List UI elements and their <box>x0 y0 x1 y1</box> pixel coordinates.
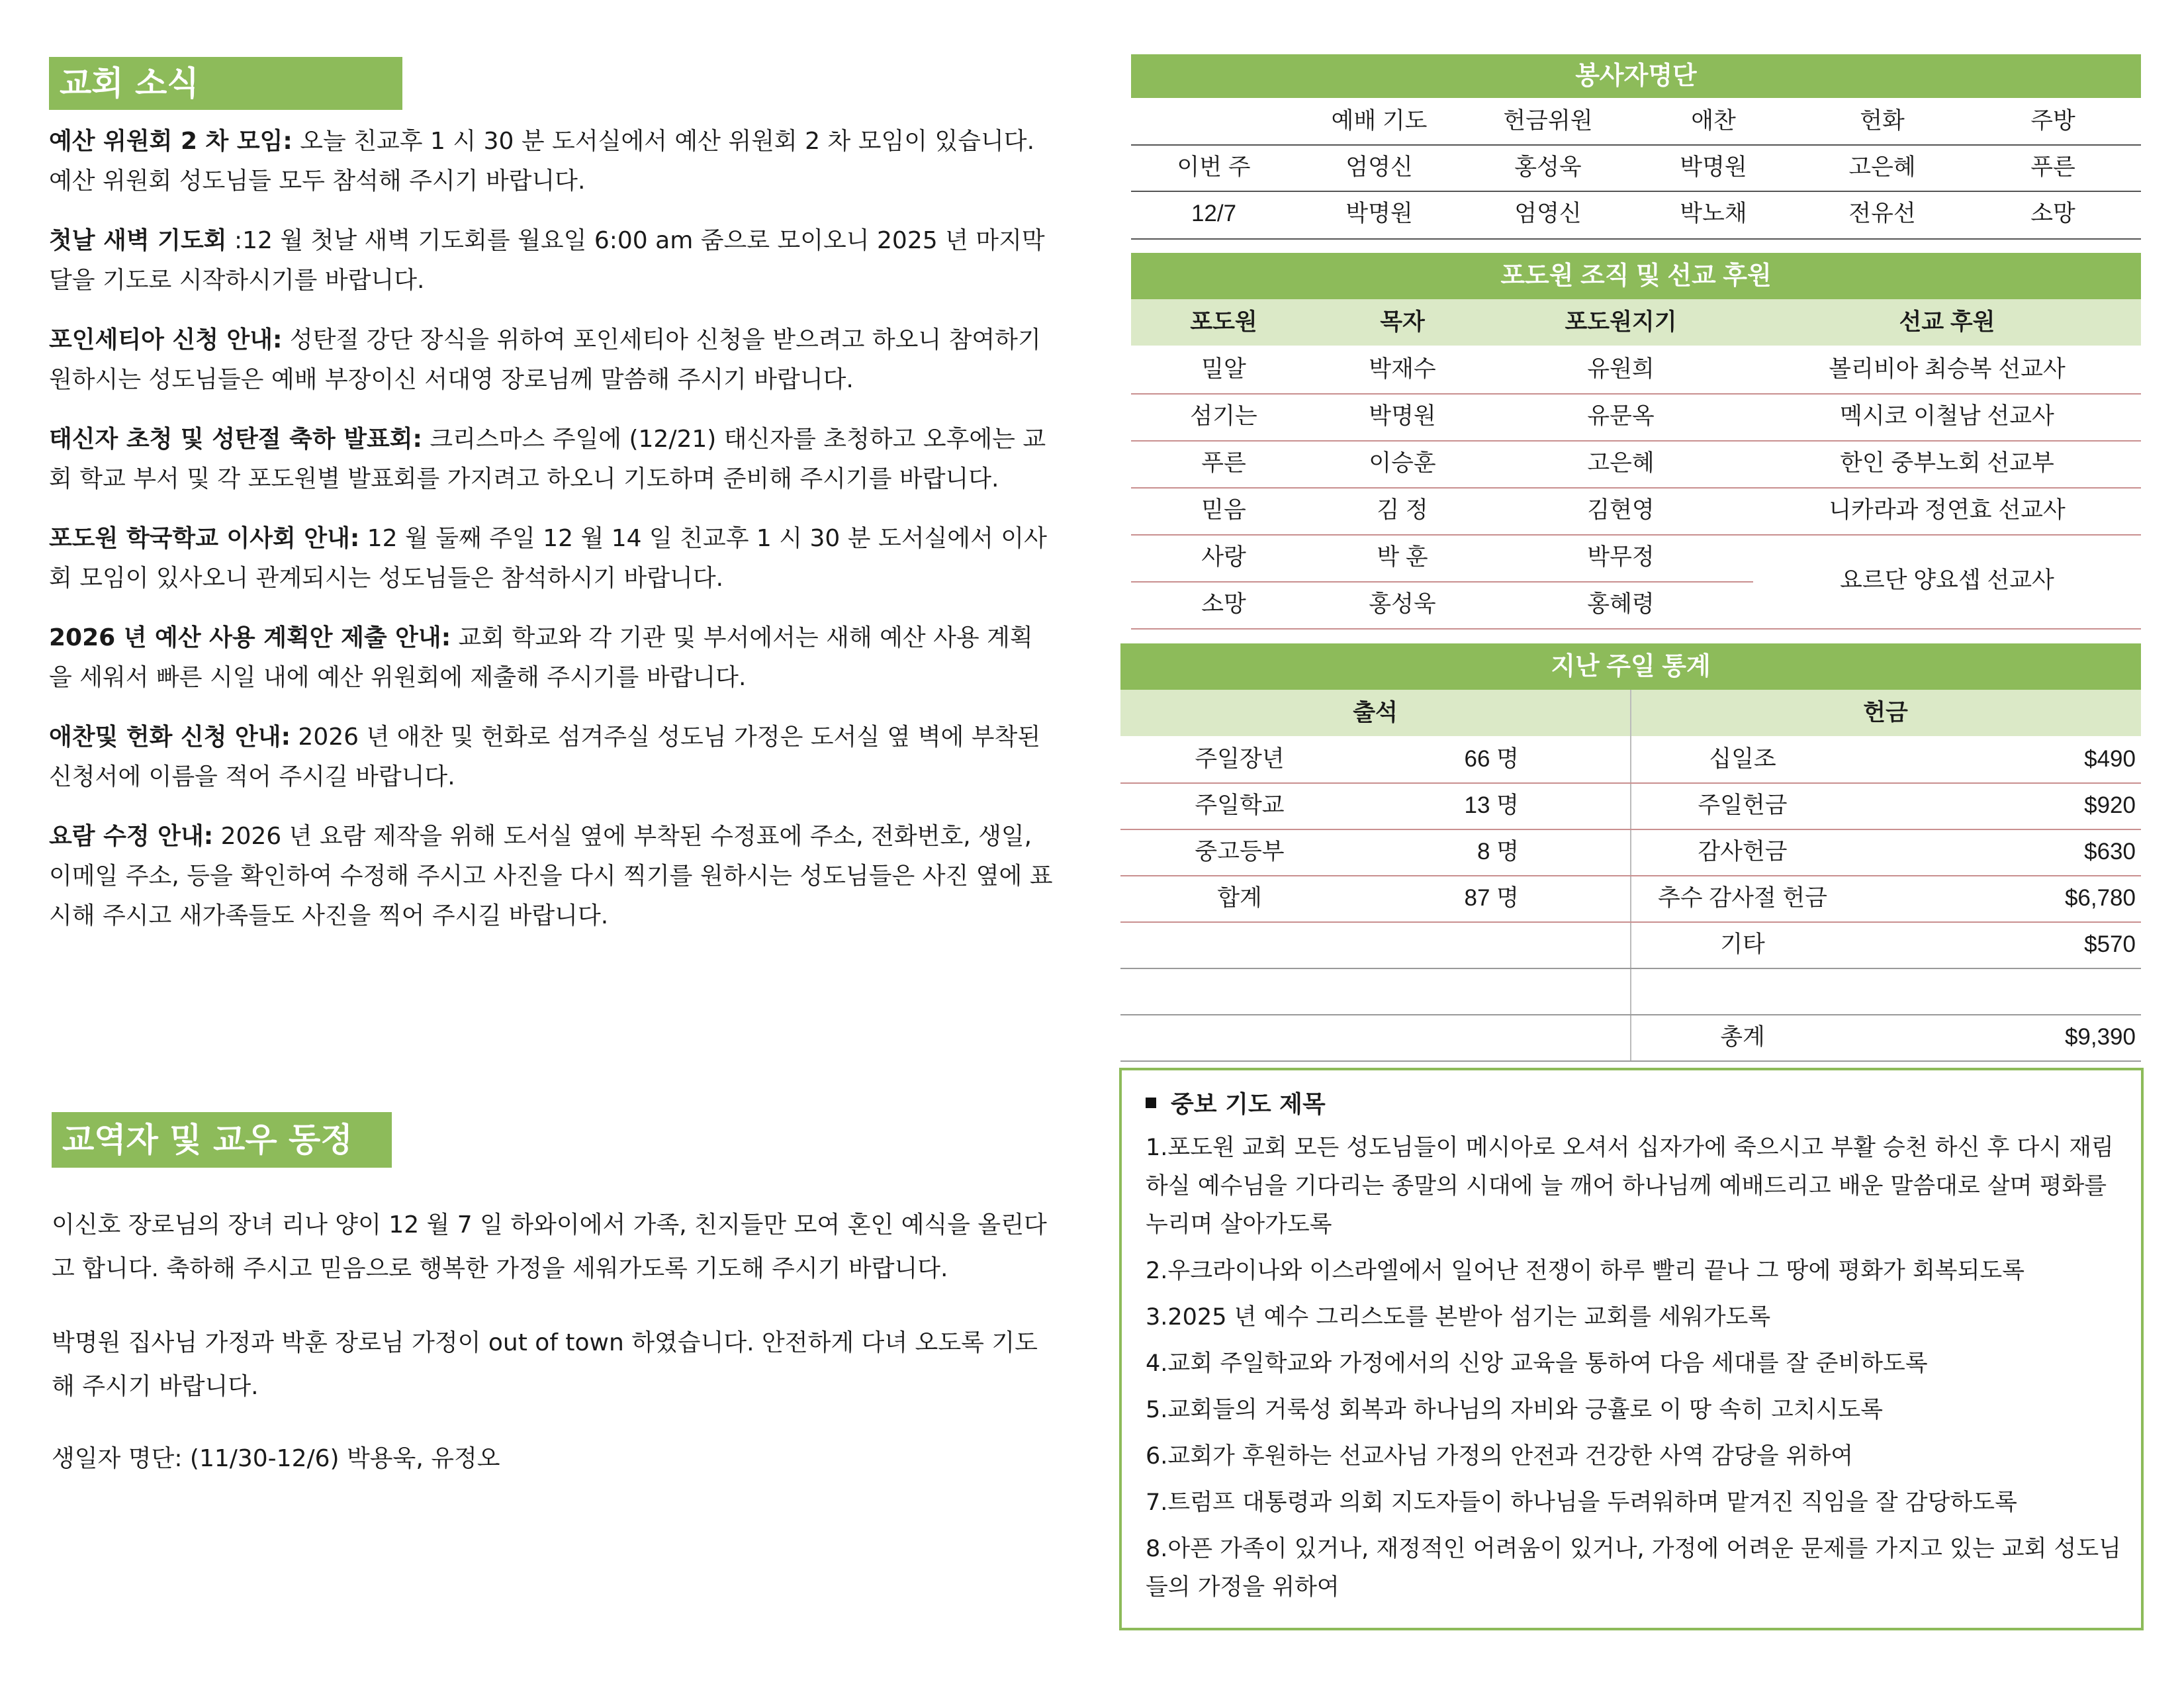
news-item <box>49 817 1055 936</box>
vineyard-cell: 사랑 <box>1201 544 1246 570</box>
news-item-body: 12 월 둘째 주일 12 월 14 일 친교후 1 시 30 분 도서실에서 이사회 모임이 있사오니 관계되시는 성도님들은 참석하시기 바랍니다. <box>49 525 1047 592</box>
volunteers-col-header: 헌화 <box>1860 108 1905 134</box>
news-item-heading: 첫날 새벽 기도회 <box>49 227 227 254</box>
vineyard-cell: 고은혜 <box>1587 450 1655 476</box>
vineyard-cell: 밀알 <box>1201 356 1246 382</box>
news-item <box>49 122 1055 201</box>
row-divider <box>1131 238 2141 240</box>
prayer-title-text: 중보 기도 제목 <box>1171 1091 1326 1118</box>
news-item-body: 성탄절 강단 장식을 위하여 포인세티아 신청을 받으려고 하오니 참여하기 원하시는 성도님들은 예배 부장이신 서대영 장로님께 말씀해 주시기 바랍니다. <box>49 326 1041 393</box>
volunteers-cell: 푸른 <box>2030 154 2075 180</box>
row-divider <box>1120 921 2141 923</box>
volunteers-col-header: 예배 기도 <box>1331 108 1428 134</box>
offering-value: $630 <box>2084 839 2136 865</box>
news-item-heading: 포인세티아 신청 안내: <box>49 326 283 353</box>
prayer-item: 6.교회가 후원하는 선교사님 가정의 안전과 건강한 사역 감당을 위하여 <box>1146 1443 1854 1470</box>
volunteers-cell: 박노채 <box>1680 201 1747 226</box>
volunteers-title: 봉사자명단 <box>1131 54 2141 98</box>
attendance-label: 중고등부 <box>1195 839 1285 865</box>
vineyard-cell: 멕시코 이철남 선교사 <box>1840 403 2054 429</box>
offering-label: 기타 <box>1720 931 1765 957</box>
row-divider <box>1120 782 2141 784</box>
volunteers-cell: 박명원 <box>1345 201 1413 226</box>
birthday-list: 생일자 명단: (11/30-12/6) 박용욱, 유정오 <box>52 1445 500 1472</box>
news-item-heading: 태신자 초청 및 성탄절 축하 발표회: <box>49 426 422 453</box>
vineyard-cell: 한인 중부노회 선교부 <box>1840 450 2054 476</box>
vineyard-col-header: 포도원 <box>1190 309 1257 335</box>
news-item-body: 2026 년 요람 제작을 위해 도서실 옆에 부착된 수정표에 주소, 전화번호, 생일, 이메일 주소, 등을 확인하여 수정해 주시고 사진을 다시 찍기를 원하시는 성도님들은 사진 옆에 표시해 주시고 새가족들도 사진을 찍어 주시길 바랍니다. <box>49 823 1053 929</box>
prayer-item: 8.아픈 가족이 있거나, 재정적인 어려움이 있거나, 가정에 어려운 문제를 가지고 있는 교회 성도님들의 가정을 위하여 <box>1146 1536 2121 1601</box>
prayer-title <box>1146 1086 2121 1123</box>
vineyard-cell: 볼리비아 최승복 선교사 <box>1829 356 2066 382</box>
attendance-label: 합계 <box>1217 885 1262 911</box>
attendance-label: 주일학교 <box>1195 792 1285 818</box>
vineyard-cell: 니카라과 정연효 선교사 <box>1829 497 2066 523</box>
volunteers-cell: 고은혜 <box>1848 154 1916 180</box>
offering-label: 감사헌금 <box>1698 839 1788 865</box>
offering-total-label: 총계 <box>1720 1024 1765 1050</box>
volunteers-cell: 홍성욱 <box>1514 154 1582 180</box>
offering-label: 주일헌금 <box>1698 792 1788 818</box>
vineyard-merged-mission: 요르단 양요셉 선교사 <box>1840 567 2054 593</box>
vineyard-cell: 푸른 <box>1201 450 1246 476</box>
volunteers-cell: 소망 <box>2030 201 2075 226</box>
offering-value: $490 <box>2084 746 2136 772</box>
row-divider <box>1120 829 2141 830</box>
church-news-heading: 교회 소식 <box>49 57 402 110</box>
staff-paragraph: 이신호 장로님의 장녀 리나 양이 12 월 7 일 하와이에서 가족, 친지들만 모여 혼인 예식을 올린다고 합니다. 축하해 주시고 믿음으로 행복한 가정을 세워가도록 기도해 주시기 바랍니다. <box>52 1211 1047 1282</box>
vineyard-cell: 섬기는 <box>1190 403 1257 429</box>
row-divider <box>1131 487 2141 489</box>
row-divider <box>1131 144 2141 146</box>
news-item <box>49 618 1055 698</box>
news-item <box>49 519 1055 598</box>
news-item-body: 2026 년 애찬 및 헌화로 섬겨주실 성도님 가정은 도서실 옆 벽에 부착된 신청서에 이름을 적어 주시길 바랍니다. <box>49 724 1041 790</box>
news-item <box>49 420 1055 499</box>
news-item-body: 교회 학교와 각 기관 및 부서에서는 새해 예산 사용 계획을 세워서 빠른 시일 내에 예산 위원회에 제출해 주시기를 바랍니다. <box>49 624 1033 691</box>
volunteers-cell: 엄영신 <box>1345 154 1413 180</box>
news-item-body: 오늘 친교후 1 시 30 분 도서실에서 예산 위원회 2 차 모임이 있습니다. 예산 위원회 성도님들 모두 참석해 주시기 바랍니다. <box>49 128 1035 195</box>
offering-value: $920 <box>2084 792 2136 818</box>
row-divider <box>1120 968 2141 969</box>
vineyard-title: 포도원 조직 및 선교 후원 <box>1131 253 2141 299</box>
row-divider <box>1131 393 2141 395</box>
attendance-value: 87 명 <box>1464 885 1519 911</box>
prayer-item: 2.우크라이나와 이스라엘에서 일어난 전쟁이 하루 빨리 끝나 그 땅에 평화가 회복되도록 <box>1146 1258 2025 1284</box>
news-item-body: :12 월 첫날 새벽 기도회를 월요일 6:00 am 줌으로 모이오니 2025 년 마지막 달을 기도로 시작하시기를 바랍니다. <box>49 227 1045 294</box>
vineyard-cell: 유문옥 <box>1587 403 1655 429</box>
vineyard-cell: 유원희 <box>1587 356 1655 382</box>
staff-news <box>52 1203 1058 1479</box>
vineyard-cell: 이승훈 <box>1369 450 1436 476</box>
offering-header: 헌금 <box>1863 700 1908 726</box>
row-divider <box>1131 628 2141 630</box>
vineyard-cell: 박무정 <box>1587 544 1655 570</box>
prayer-item: 4.교회 주일학교와 가정에서의 신앙 교육을 통하여 다음 세대를 잘 준비하도록 <box>1146 1350 1928 1377</box>
stats-title: 지난 주일 통계 <box>1120 643 2141 690</box>
news-item <box>49 718 1055 797</box>
news-item-heading: 예산 위원회 2 차 모임: <box>49 128 293 155</box>
row-divider <box>1131 534 2141 536</box>
prayer-item: 5.교회들의 거룩성 회복과 하나님의 자비와 긍휼로 이 땅 속히 고치시도록 <box>1146 1397 1884 1423</box>
news-item-heading: 애찬및 헌화 신청 안내: <box>49 724 291 751</box>
attendance-value: 13 명 <box>1464 792 1519 818</box>
row-divider <box>1131 440 2141 442</box>
prayer-item: 1.포도원 교회 모든 성도님들이 메시아로 오셔서 십자가에 죽으시고 부활 승천 하신 후 다시 재림하실 예수님을 기다리는 종말의 시대에 늘 깨어 하나님께 예배드리고 배운 말씀대로 살며 평화를 누리며 살아가도록 <box>1146 1135 2114 1238</box>
offering-value: $570 <box>2084 931 2136 957</box>
news-item-heading: 요람 수정 안내: <box>49 823 214 850</box>
prayer-requests-box <box>1119 1068 2144 1630</box>
attendance-header: 출석 <box>1353 700 1398 726</box>
attendance-value: 66 명 <box>1464 746 1519 772</box>
row-divider <box>1131 581 1753 583</box>
offering-total-value: $9,390 <box>2064 1024 2136 1050</box>
volunteers-col-header: 주방 <box>2030 108 2075 134</box>
row-divider <box>1120 875 2141 876</box>
news-item <box>49 320 1055 400</box>
volunteers-col-header: 애찬 <box>1691 108 1736 134</box>
news-item-body: 크리스마스 주일에 (12/21) 태신자를 초청하고 오후에는 교회 학교 부서 및 각 포도원별 발표회를 가지려고 하오니 기도하며 준비해 주시기를 바랍니다. <box>49 426 1046 492</box>
volunteers-col-header: 헌금위원 <box>1503 108 1593 134</box>
row-divider <box>1120 1014 2141 1015</box>
vineyard-cell: 믿음 <box>1201 497 1246 523</box>
news-item <box>49 221 1055 301</box>
attendance-value: 8 명 <box>1477 839 1519 865</box>
news-item-heading: 2026 년 예산 사용 계획안 제출 안내: <box>49 624 451 651</box>
vineyard-cell: 김 정 <box>1377 497 1428 523</box>
vineyard-cell: 박 훈 <box>1377 544 1428 570</box>
church-news-list <box>49 122 1055 956</box>
volunteers-cell: 이번 주 <box>1177 154 1251 180</box>
vineyard-cell: 홍성욱 <box>1369 591 1436 617</box>
row-divider <box>1131 191 2141 192</box>
vineyard-col-header: 포도원지기 <box>1565 309 1677 335</box>
staff-news-heading: 교역자 및 교우 동정 <box>52 1112 392 1168</box>
prayer-item: 3.2025 년 예수 그리스도를 본받아 섬기는 교회를 세워가도록 <box>1146 1304 1771 1331</box>
vineyard-col-header: 목자 <box>1380 309 1425 335</box>
offering-value: $6,780 <box>2064 885 2136 911</box>
volunteers-cell: 12/7 <box>1191 201 1237 226</box>
row-divider <box>1120 1060 2141 1062</box>
prayer-item: 7.트럼프 대통령과 의회 지도자들이 하나님을 두려워하며 맡겨진 직임을 잘 감당하도록 <box>1146 1489 2017 1516</box>
volunteers-cell: 전유선 <box>1848 201 1916 226</box>
volunteers-cell: 엄영신 <box>1514 201 1582 226</box>
vineyard-cell: 박명원 <box>1369 403 1436 429</box>
vineyard-cell: 소망 <box>1201 591 1246 617</box>
staff-paragraph: 박명원 집사님 가정과 박훈 장로님 가정이 out of town 하였습니다. 안전하게 다녀 오도록 기도해 주시기 바랍니다. <box>52 1329 1038 1400</box>
offering-label: 추수 감사절 헌금 <box>1657 885 1828 911</box>
vineyard-col-header: 선교 후원 <box>1899 309 1995 335</box>
offering-label: 십일조 <box>1709 746 1776 772</box>
attendance-label: 주일장년 <box>1195 746 1285 772</box>
vineyard-cell: 홍혜령 <box>1587 591 1655 617</box>
vineyard-cell: 박재수 <box>1369 356 1436 382</box>
square-bullet-icon <box>1146 1098 1156 1108</box>
vineyard-cell: 김현영 <box>1587 497 1655 523</box>
volunteers-cell: 박명원 <box>1680 154 1747 180</box>
news-item-heading: 포도원 학국학교 이사회 안내: <box>49 525 360 552</box>
